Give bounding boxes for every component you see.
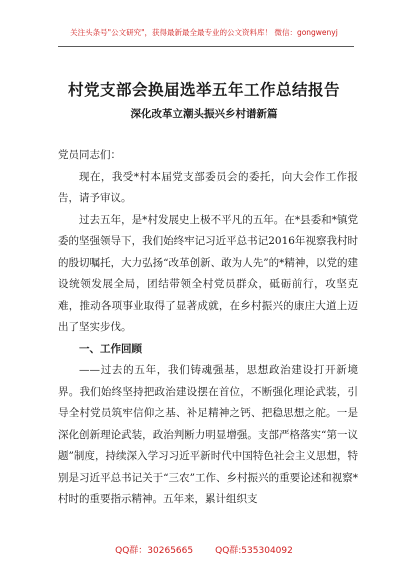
paragraph-overview: 过去五年，是*村发展史上极不平凡的五年。在*县委和*镇党委的坚强领导下，我们始终牢记习近平总书记2016年视察我村时的殷切嘱托，大力弘扬“改革创新、敢为人先”的*精神，以党的建设统领发展全局，团结带领全村党员群众，砥砺前行，攻坚克难，推动各项事业取得了显著成就，在乡村振兴的康庄大道上迈出了坚实步伐。: [58, 213, 358, 333]
footer-qq-group-2: QQ群:535304092: [215, 546, 293, 556]
document-subtitle: 深化改革立潮头振兴乡村谱新篇: [130, 108, 278, 120]
document-title: 村党支部会换届选举五年工作总结报告: [67, 80, 340, 99]
document-body: [58, 145, 358, 511]
paragraph-section-review: ——过去的五年，我们铸魂强基，思想政治建设打开新境界。我们始终坚持把政治建设摆在首位，不断强化理论武装，引导全村党员筑牢信仰之基、补足精神之钙、把稳思想之舵。一是深化创新理论武装，政治判断力明显增强。支部严格落实“第一议题”制度，持续深入学习习近平新时代中国特色社会主义思想，特别是习近平总书记关于“三农”工作、乡村振兴的重要论述和视察*村时的重要指示精神。五年来，累计组织支: [58, 364, 358, 505]
paragraph-intro: 现在，我受*村本届党支部委员会的委托，向大会作工作报告，请予审议。: [58, 170, 358, 204]
footer-qq-group-1: QQ群：30265665: [115, 546, 194, 556]
header-divider: [58, 46, 354, 47]
header-promo-note: 关注头条号"公文研究"，获得最新最全最专业的公文资料库！ 微信：gongwenyj: [70, 28, 338, 37]
section-heading: 一、工作回顾: [79, 342, 142, 355]
footer-contact: [0, 543, 408, 556]
salutation: 党员同志们：: [58, 149, 121, 161]
